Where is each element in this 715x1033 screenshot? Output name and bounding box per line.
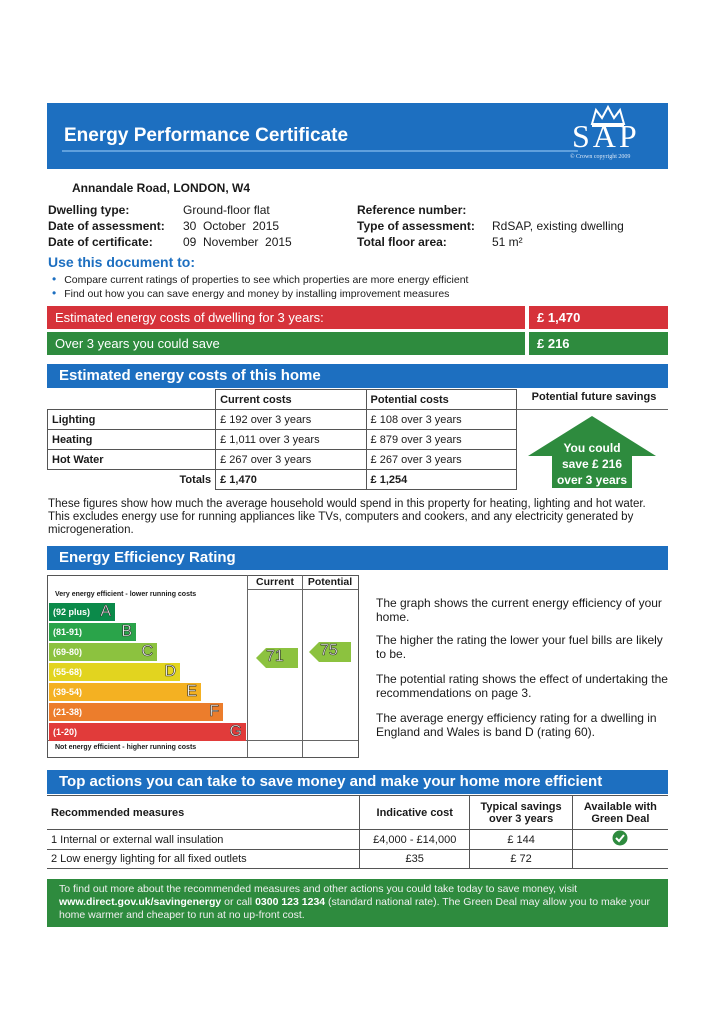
crown-copyright: © Crown copyright 2009 [570, 154, 631, 160]
band-letter: G [229, 723, 242, 740]
band-letter: E [186, 683, 197, 700]
assessment-type-label: Type of assessment: [357, 219, 475, 233]
current-rating-value: 71 [266, 648, 284, 665]
divider [302, 575, 303, 757]
use-document-title: Use this document to: [48, 254, 196, 270]
dwelling-type-label: Dwelling type: [48, 203, 130, 217]
dwelling-type: Ground-floor flat [183, 203, 270, 217]
actions-section-header: Top actions you can take to save money and make your home more efficient [47, 770, 668, 794]
table-row [47, 830, 668, 850]
table-cell [572, 830, 668, 850]
divider [247, 589, 358, 590]
table-cell: £ 1,011 over 3 years [216, 430, 366, 450]
table-cell: 2 Low energy lighting for all fixed outlets [47, 850, 360, 869]
assessment-date: 30 October 2015 [183, 219, 280, 233]
table-row [48, 410, 517, 430]
column-header: Current costs [216, 390, 366, 410]
footer-text: To find out more about the recommended measures and other actions you could take today to save money, visit www.direct.gov.uk/savingenergy or call 0300 123 1234 (standard national rate). The Green Deal may allow you to make your home warmer and cheaper to run at no up-front cost. [59, 883, 651, 921]
band-letter: F [209, 703, 219, 720]
row-label: Hot Water [48, 450, 216, 470]
rating-paragraph: The potential rating shows the effect of undertaking the recommendations on page 3. [376, 672, 668, 700]
band-range: (21-38) [53, 707, 83, 717]
band-range: (1-20) [53, 727, 78, 737]
band-range: (55-68) [53, 667, 83, 677]
costs-note: These figures show how much the average household would spend in this property for heating, lighting and hot water. This excludes energy use for running appliances like TVs, computers and cookers, and any electricity generated by microgeneration. [48, 498, 646, 536]
potential-column-header: Potential [307, 576, 353, 588]
rating-band-f [49, 703, 223, 721]
rating-band-g [49, 723, 246, 741]
table-cell: £ 192 over 3 years [216, 410, 366, 430]
sap-logo: SAP [572, 118, 640, 154]
band-letter: D [164, 663, 176, 680]
certificate-date: 09 November 2015 [183, 235, 292, 249]
column-header: Available with Green Deal [572, 796, 668, 830]
footer-bar [47, 879, 668, 927]
costs-section-header: Estimated energy costs of this home [47, 364, 668, 388]
band-range: (69-80) [53, 647, 83, 657]
table-cell: 1 Internal or external wall insulation [47, 830, 360, 850]
divider [517, 409, 668, 410]
table-cell: £ 267 over 3 years [216, 450, 366, 470]
table-cell: £ 879 over 3 years [366, 430, 516, 450]
table-row [48, 470, 517, 490]
floor-area-label: Total floor area: [357, 235, 447, 249]
savings-value: £ 216 [529, 332, 668, 355]
table-row [47, 796, 668, 830]
rating-paragraph: The graph shows the current energy efficiency of your home. [376, 596, 662, 624]
band-range: (92 plus) [53, 607, 91, 617]
future-savings-header: Potential future savings [531, 391, 657, 403]
totals-current: £ 1,470 [216, 470, 366, 490]
address: Annandale Road, LONDON, W4 [72, 181, 251, 195]
current-column-header: Current [256, 576, 294, 588]
savings-arrow-text: You could save £ 216 over 3 years [556, 441, 628, 487]
rating-section-header: Energy Efficiency Rating [47, 546, 668, 570]
table-cell: £ 267 over 3 years [366, 450, 516, 470]
totals-potential: £ 1,254 [366, 470, 516, 490]
column-header: Potential costs [366, 390, 516, 410]
table-row [48, 450, 517, 470]
potential-rating-value: 75 [320, 642, 338, 659]
column-header: Typical savings over 3 years [470, 796, 572, 830]
phone-number: 0300 123 1234 [255, 896, 326, 908]
rating-band-e [49, 683, 201, 701]
costs-table [47, 389, 517, 490]
band-letter: C [141, 643, 153, 660]
table-cell: £ 72 [470, 850, 572, 869]
table-row [47, 850, 668, 869]
row-label: Lighting [48, 410, 216, 430]
assessment-date-label: Date of assessment: [48, 219, 165, 233]
header-rule [62, 150, 578, 152]
rating-band-a [49, 603, 115, 621]
page-title: Energy Performance Certificate [64, 125, 349, 146]
table-cell: £4,000 - £14,000 [360, 830, 470, 850]
table-cell: £35 [360, 850, 470, 869]
reference-label: Reference number: [357, 203, 467, 217]
row-label: Heating [48, 430, 216, 450]
table-cell: £ 144 [470, 830, 572, 850]
certificate-date-label: Date of certificate: [48, 235, 153, 249]
table-row [48, 390, 517, 410]
divider [247, 575, 248, 757]
column-header: Recommended measures [47, 796, 360, 830]
estimated-cost-bar: Estimated energy costs of dwelling for 3 years: [47, 306, 525, 329]
list-item: • Compare current ratings of properties to see which properties are more energy efficient [52, 272, 469, 286]
rating-paragraph: The higher the rating the lower your fuel bills are likely to be. [376, 633, 663, 661]
band-range: (81-91) [53, 627, 83, 637]
floor-area: 51 m² [492, 235, 523, 249]
savingenergy-link[interactable]: www.direct.gov.uk/savingenergy [59, 896, 222, 908]
rating-paragraph: The average energy efficiency rating for a dwelling in England and Wales is band D (rating 60). [376, 711, 657, 739]
actions-table [47, 795, 668, 869]
rating-band-d [49, 663, 180, 681]
table-cell: £ 108 over 3 years [366, 410, 516, 430]
efficient-label: Very energy efficient - lower running costs [55, 591, 197, 598]
rating-band-c [49, 643, 157, 661]
band-range: (39-54) [53, 687, 83, 697]
estimated-cost-value: £ 1,470 [529, 306, 668, 329]
band-letter: A [100, 603, 111, 620]
band-letter: B [121, 623, 132, 640]
inefficient-label: Not energy efficient - higher running costs [55, 744, 197, 751]
table-row [48, 430, 517, 450]
rating-band-b [49, 623, 136, 641]
totals-label: Totals [179, 473, 212, 486]
assessment-type: RdSAP, existing dwelling [492, 219, 624, 233]
check-icon [612, 830, 628, 846]
table-cell [572, 850, 668, 869]
column-header: Indicative cost [360, 796, 470, 830]
list-item: • Find out how you can save energy and money by installing improvement measures [52, 286, 450, 300]
savings-bar: Over 3 years you could save [47, 332, 525, 355]
